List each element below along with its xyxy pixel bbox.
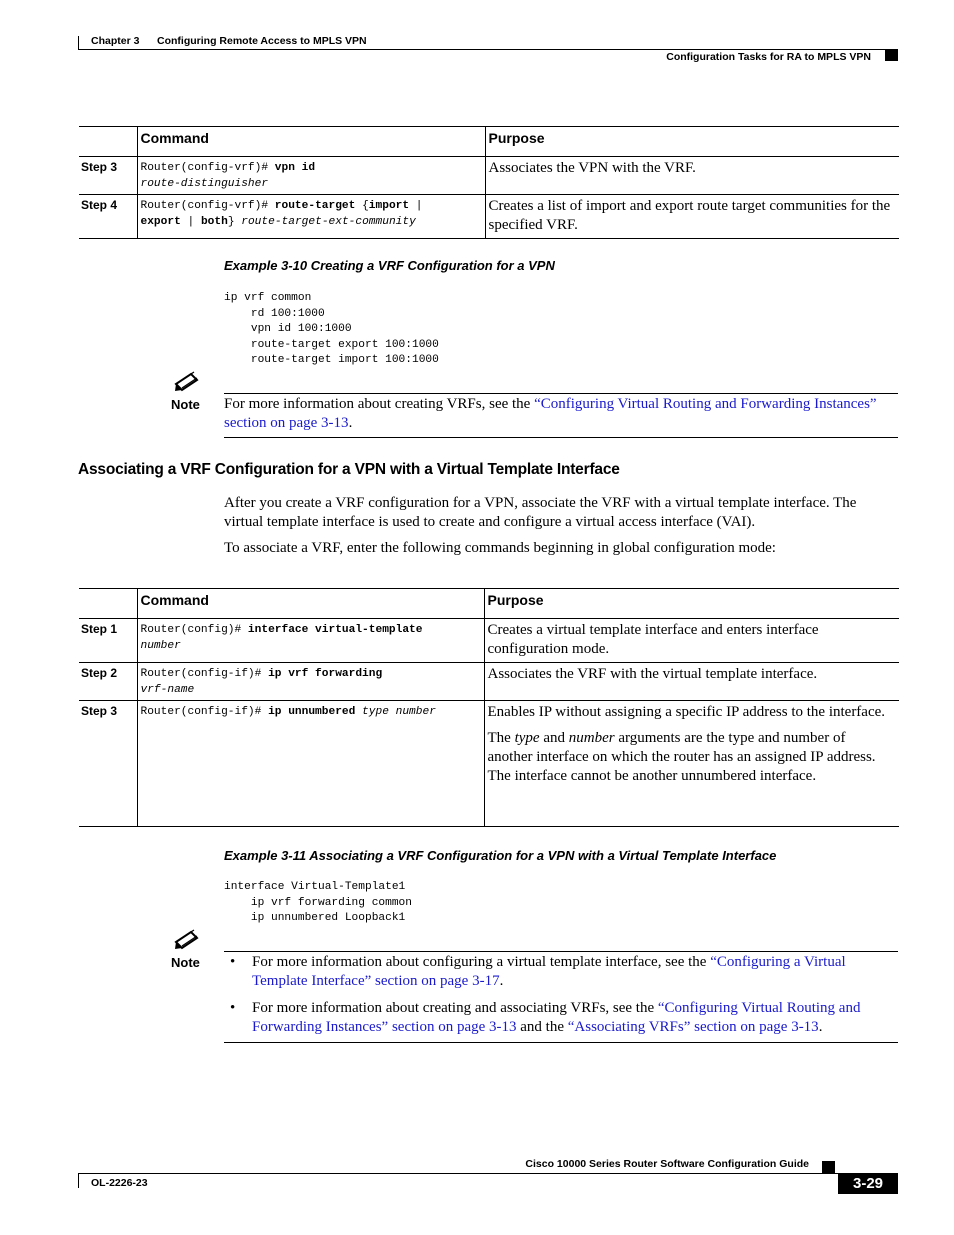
command-cell: Router(config-vrf)# route-target {import | export | both} route-target-ext-community (137, 195, 485, 239)
footer-book-title: Cisco 10000 Series Router Software Configuration Guide (525, 1158, 809, 1170)
note-bottom-rule (224, 437, 898, 438)
note-label: Note (171, 955, 200, 970)
column-header-purpose: Purpose (484, 589, 899, 619)
column-header-command: Command (137, 589, 484, 619)
page-number: 3-29 (838, 1174, 898, 1194)
purpose-cell: Associates the VPN with the VRF. (485, 157, 899, 195)
table-row (79, 619, 899, 663)
note-link-vrf-instances[interactable]: “Configuring Virtual Routing and Forwarding Instances” section on page 3-13 (252, 1000, 861, 1035)
table-header-row (79, 127, 899, 157)
note-bottom-rule (224, 1042, 898, 1043)
header-chapter: Chapter 3 (91, 35, 140, 47)
example-3-10-title: Example 3-10 Creating a VRF Configuration for a VPN (224, 258, 555, 273)
note-top-rule (224, 393, 898, 394)
note-bullet-1: • For more information about configuring a virtual template interface, see the “Configuring a Virtual Template Interface” section on page 3-17. (230, 954, 846, 989)
command-table-2 (79, 588, 899, 827)
footer-doc-id: OL-2226-23 (91, 1177, 148, 1189)
table-row (79, 195, 899, 239)
note-bullet-2: • For more information about creating and associating VRFs, see the “Configuring Virtual Routing and Forwarding Instances” section on page 3-13 and the “Associating VRFs” section on page 3-13. (230, 1000, 861, 1035)
header-chapter-title: Configuring Remote Access to MPLS VPN (157, 35, 367, 47)
note-label: Note (171, 397, 200, 412)
note-top-rule (224, 951, 898, 952)
command-cell: Router(config)# interface virtual-template number (137, 619, 484, 663)
header-left-rule (78, 36, 79, 50)
command-table-1 (79, 126, 899, 239)
column-header-command: Command (137, 127, 485, 157)
table-row (79, 157, 899, 195)
note-link-associating-vrfs[interactable]: “Associating VRFs” section on page 3-13 (567, 1019, 819, 1035)
header-section-title: Configuration Tasks for RA to MPLS VPN (666, 51, 871, 63)
purpose-cell: Creates a virtual template interface and enters interface configuration mode. (484, 619, 899, 663)
command-cell: Router(config-if)# ip unnumbered type number (137, 701, 484, 827)
column-header-purpose: Purpose (485, 127, 899, 157)
example-3-10-code: ip vrf common rd 100:1000 vpn id 100:1000 route-target export 100:1000 route-target import 100:1000 (224, 292, 439, 366)
table-header-row (79, 589, 899, 619)
table-row (79, 701, 899, 827)
example-3-11-title: Example 3-11 Associating a VRF Configuration for a VPN with a Virtual Template Interface (224, 848, 777, 863)
purpose-cell: Associates the VRF with the virtual template interface. (484, 663, 899, 701)
pencil-icon (173, 370, 201, 392)
section-paragraph-1: After you create a VRF configuration for a VPN, associate the VRF with a virtual template interface. The virtual template interface is used to create and configure a virtual access interface (VAI). (224, 495, 857, 530)
note-link-virtual-template[interactable]: “Configuring a Virtual Template Interface” section on page 3-17 (252, 954, 846, 989)
footer-left-rule (78, 1173, 79, 1188)
table-row (79, 663, 899, 701)
section-heading: Associating a VRF Configuration for a VPN with a Virtual Template Interface (78, 461, 620, 478)
command-cell: Router(config-if)# ip vrf forwarding vrf-name (137, 663, 484, 701)
example-3-11-code: interface Virtual-Template1 ip vrf forwarding common ip unnumbered Loopback1 (224, 881, 412, 924)
note-text: For more information about creating VRFs, see the “Configuring Virtual Routing and Forwarding Instances” section on page 3-13. (224, 396, 877, 431)
bullet-icon: • (230, 1000, 236, 1016)
bullet-icon: • (230, 954, 236, 970)
step-label: Step 2 (81, 666, 118, 680)
command-cell: Router(config-vrf)# vpn id route-distinguisher (137, 157, 485, 195)
note-link-vrf-instances[interactable]: “Configuring Virtual Routing and Forwarding Instances” section on page 3-13 (224, 396, 877, 431)
purpose-cell: Enables IP without assigning a specific IP address to the interface. The type and number arguments are the type and number of another interface on which the router has an assigned IP address. The interface cannot be another unnumbered interface. (484, 701, 899, 827)
step-label: Step 1 (81, 622, 118, 636)
footer-rule (78, 1173, 898, 1174)
section-paragraph-2: To associate a VRF, enter the following commands beginning in global configuration mode: (224, 540, 776, 556)
footer-black-box (822, 1161, 835, 1173)
step-label: Step 3 (81, 704, 118, 718)
header-black-box (885, 50, 898, 61)
pencil-icon (173, 928, 201, 950)
header-top-rule (78, 49, 898, 50)
purpose-cell: Creates a list of import and export route target communities for the specified VRF. (485, 195, 899, 239)
step-label: Step 3 (81, 160, 118, 174)
step-label: Step 4 (81, 198, 118, 212)
